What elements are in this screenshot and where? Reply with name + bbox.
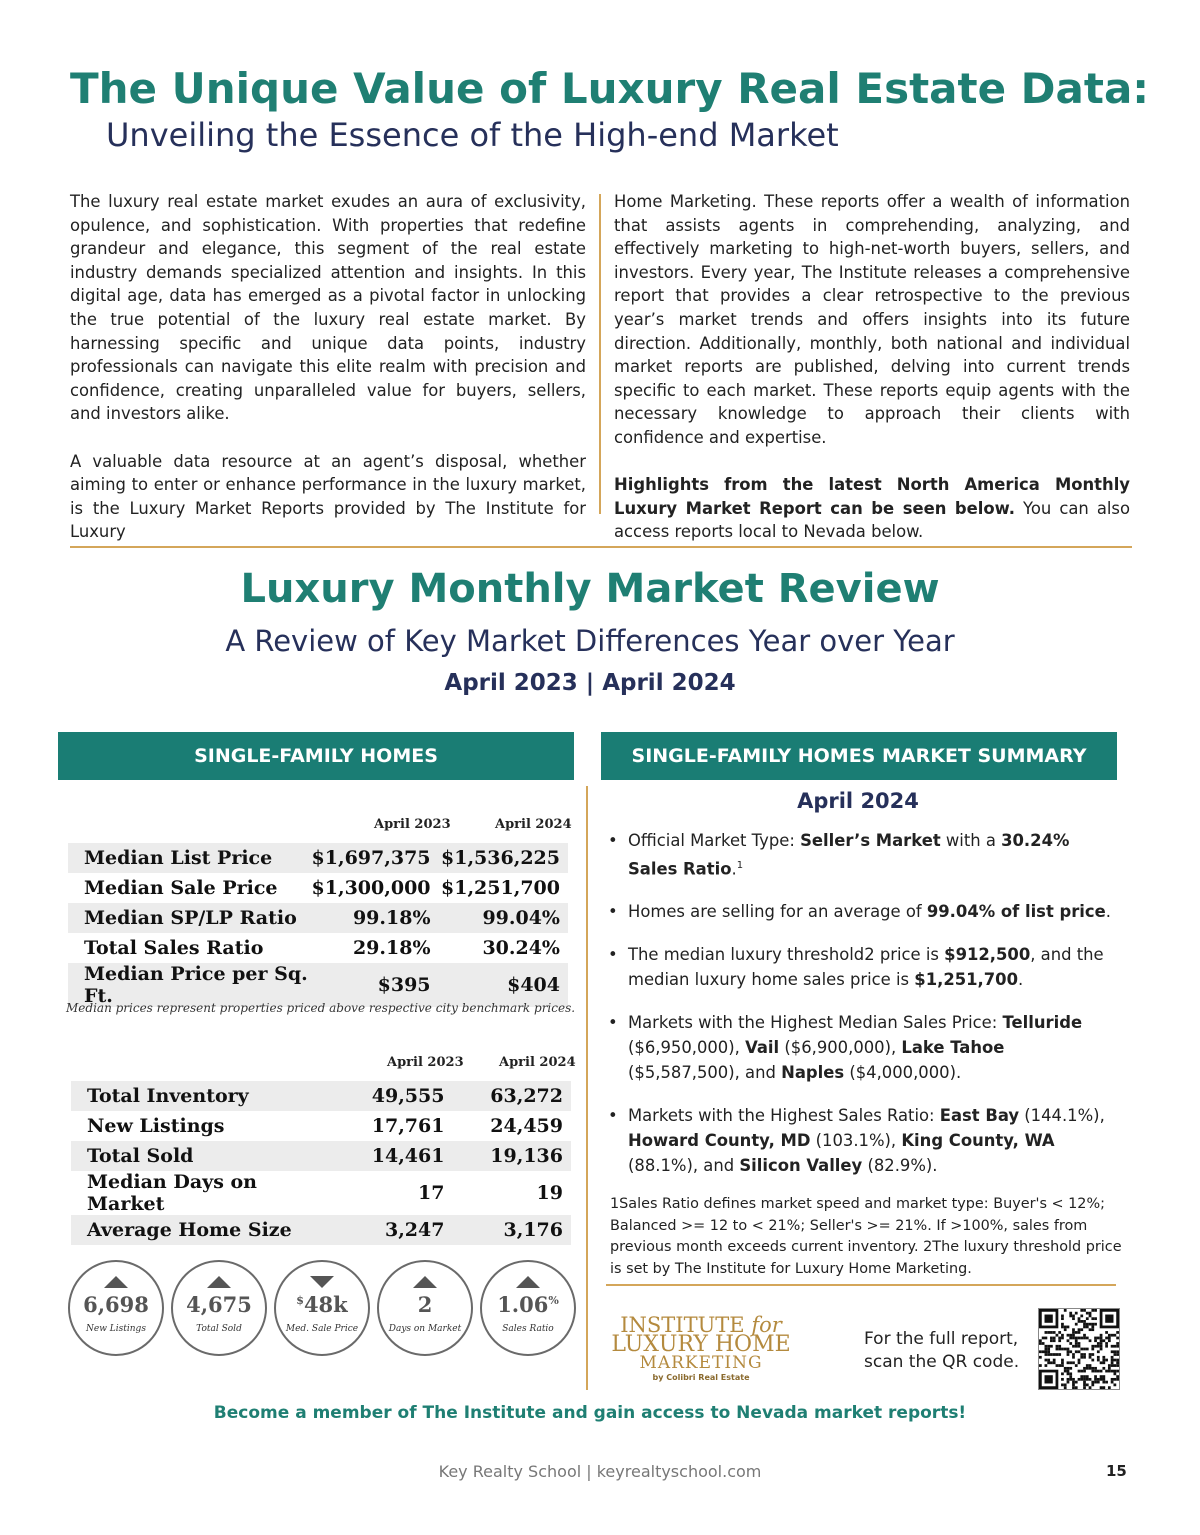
metric-label: Median Sale Price — [84, 877, 278, 899]
intro-paragraph: The luxury real estate market exudes an aura of exclusivity, opulence, and sophistication. With properties that redefine grandeur and elegance, this segment of the real estate industry demands specialized attention and insights. In this digital age, data has emerged as a pivotal factor in unlocking the true potential of the luxury real estate market. By harnessing specific and unique data points, industry professionals can navigate this elite realm with precision and confidence, creating unparalleled value for buyers, sellers, and investors alike. — [70, 192, 586, 424]
value-2023: 14,461 — [332, 1141, 452, 1171]
change-indicator — [274, 1260, 370, 1356]
indicator-caption: Med. Sale Price — [285, 1324, 359, 1334]
change-indicator — [480, 1260, 576, 1356]
value-2023: 29.18% — [352, 937, 431, 959]
change-indicator — [377, 1260, 473, 1356]
bullet-market-type: • Official Market Type: Seller’s Market with a 30.24% Sales Ratio.$^1$ — [608, 828, 1114, 881]
metric-label: Average Home Size — [71, 1215, 332, 1245]
summary-divider — [606, 1284, 1116, 1286]
sales-ratio-footnote: 1Sales Ratio defines market speed and market type: Buyer's < 12%; Balanced >= 12 to < 21%; Seller's >= 21%. If >100%, sales from previous month exceeds current inventory. 2The luxury threshold price is set by The Institute for Luxury Home Marketing. — [610, 1196, 1122, 1277]
value-2024: 24,459 — [490, 1115, 563, 1137]
review-title: Luxury Monthly Market Review — [240, 566, 940, 612]
column-header-2024: April 2024 — [495, 817, 572, 832]
value-2024: $1,536,225 — [439, 843, 568, 873]
metric-label: Median List Price — [68, 843, 309, 873]
value-2024: $404 — [439, 963, 568, 1007]
value-2023: 17,761 — [371, 1115, 445, 1137]
price-metrics-table — [68, 843, 568, 1007]
value-2023: 17 — [418, 1182, 445, 1204]
table-row — [71, 1081, 571, 1111]
qr-instructions: For the full report, scan the QR code. — [864, 1329, 1020, 1372]
value-2024: 63,272 — [452, 1081, 571, 1111]
sfh-bar: SINGLE-FAMILY HOMES — [58, 732, 574, 780]
change-indicator — [68, 1260, 164, 1356]
column-header-2024: April 2024 — [499, 1055, 576, 1070]
indicator-caption: New Listings — [86, 1324, 146, 1334]
indicator-value: 1.06% — [497, 1292, 559, 1317]
footer-text: Key Realty School | keyrealtyschool.com — [438, 1462, 762, 1481]
summary-bullets — [608, 828, 1114, 1196]
intro-right-column — [614, 190, 1130, 544]
indicator-value: $48k — [296, 1292, 348, 1317]
intro-highlight-paragraph — [614, 473, 1130, 544]
metric-label: Median Price per Sq. Ft. — [68, 963, 309, 1007]
table-row — [71, 1111, 571, 1141]
value-2023: $1,300,000 — [311, 877, 431, 899]
indicator-caption: Days on Market — [388, 1324, 462, 1334]
metric-label: Median Days on Market — [87, 1171, 257, 1215]
table-row — [68, 873, 568, 903]
metric-label: Total Sold — [71, 1141, 332, 1171]
value-2023: 49,555 — [332, 1081, 452, 1111]
metric-label: Total Sales Ratio — [84, 937, 264, 959]
indicator-caption: Sales Ratio — [502, 1324, 554, 1334]
arrow-up-icon — [516, 1276, 540, 1288]
value-2024: 3,176 — [452, 1215, 571, 1245]
value-2023: 99.18% — [309, 903, 438, 933]
value-2024: 19,136 — [452, 1141, 571, 1171]
indicator-value: 6,698 — [83, 1292, 149, 1317]
bullet-highest-ratio: • Markets with the Highest Sales Ratio: East Bay (144.1%), Howard County, MD (103.1%), King County, WA (88.1%), and Silicon Valley (82.9%). — [608, 1103, 1114, 1178]
bullet-list-price: • Homes are selling for an average of 99.04% of list price. — [608, 899, 1114, 924]
table-row — [71, 1215, 571, 1245]
table-row — [71, 1141, 571, 1171]
page-title: The Unique Value of Luxury Real Estate Data: — [70, 64, 1150, 113]
value-2024: 30.24% — [482, 937, 560, 959]
review-subtitle: A Review of Key Market Differences Year over Year — [225, 624, 955, 658]
arrow-down-icon — [310, 1276, 334, 1288]
membership-cta[interactable]: Become a member of The Institute and gain access to Nevada market reports! — [213, 1403, 967, 1423]
value-2024: 99.04% — [439, 903, 568, 933]
table-row — [71, 1171, 571, 1215]
value-2024: $1,251,700 — [441, 877, 560, 899]
institute-logo: INSTITUTE for LUXURY HOME MARKETING by Colibri Real Estate — [611, 1313, 791, 1382]
highlight-text: Highlights from the latest North America Monthly Luxury Market Report can be seen below. — [614, 475, 1130, 518]
column-divider — [586, 786, 588, 1390]
highlight-rest-text: You can also access reports local to Nevada below. — [614, 498, 1131, 542]
metric-label: Median SP/LP Ratio — [68, 903, 309, 933]
value-2023: 3,247 — [332, 1215, 452, 1245]
table-row — [68, 903, 568, 933]
column-header-2023: April 2023 — [374, 817, 451, 832]
arrow-up-icon — [104, 1276, 128, 1288]
bullet-highest-price: • Markets with the Highest Median Sales Price: Telluride ($6,950,000), Vail ($6,900,000), Lake Tahoe ($5,587,500), and Naples ($4,000,000). — [608, 1010, 1114, 1085]
indicator-value: 2 — [417, 1292, 433, 1317]
change-indicator — [171, 1260, 267, 1356]
review-date-range: April 2023 | April 2024 — [444, 670, 736, 696]
arrow-up-icon — [413, 1276, 437, 1288]
metric-label: New Listings — [87, 1115, 225, 1137]
page-number: 15 — [1106, 1462, 1127, 1480]
table-row — [68, 843, 568, 873]
section-divider — [70, 546, 1132, 548]
intro-paragraph: Home Marketing. These reports offer a wealth of information that assists agents in comprehending, analyzing, and effectively marketing to high-net-worth buyers, sellers, and investors. Every year, The Institute releases a comprehensive report that provides a clear retrospective to the previous year’s market trends and offers insights into its future direction. Additionally, monthly, both national and individual market reports are published, delving into current trends specific to each market. These reports equip agents with the necessary knowledge to approach their clients with confidence and expertise. — [614, 192, 1130, 447]
intro-left-column — [70, 190, 586, 544]
summary-date: April 2024 — [797, 789, 919, 813]
bullet-threshold: • The median luxury threshold2 price is $912,500, and the median luxury home sales price is $1,251,700. — [608, 942, 1114, 992]
value-2023: $1,697,375 — [309, 843, 438, 873]
indicator-value: 4,675 — [186, 1292, 252, 1317]
value-2023: $395 — [309, 963, 438, 1007]
column-divider — [599, 194, 601, 514]
inventory-metrics-table — [71, 1081, 571, 1245]
indicator-caption: Total Sold — [196, 1324, 242, 1334]
column-header-2023: April 2023 — [387, 1055, 464, 1070]
arrow-up-icon — [207, 1276, 231, 1288]
value-2024: 19 — [536, 1182, 563, 1204]
benchmark-note: Median prices represent properties priced above respective city benchmark prices. — [66, 1001, 576, 1015]
intro-paragraph: A valuable data resource at an agent’s disposal, whether aiming to enter or enhance performance in the luxury market, is the Luxury Market Reports provided by The Institute for Luxury — [70, 451, 586, 542]
qr-code-icon[interactable] — [1038, 1308, 1120, 1390]
metric-label: Total Inventory — [71, 1081, 332, 1111]
page-subtitle: Unveiling the Essence of the High-end Market — [106, 116, 839, 154]
table-row — [68, 933, 568, 963]
summary-bar: SINGLE-FAMILY HOMES MARKET SUMMARY — [601, 732, 1117, 780]
